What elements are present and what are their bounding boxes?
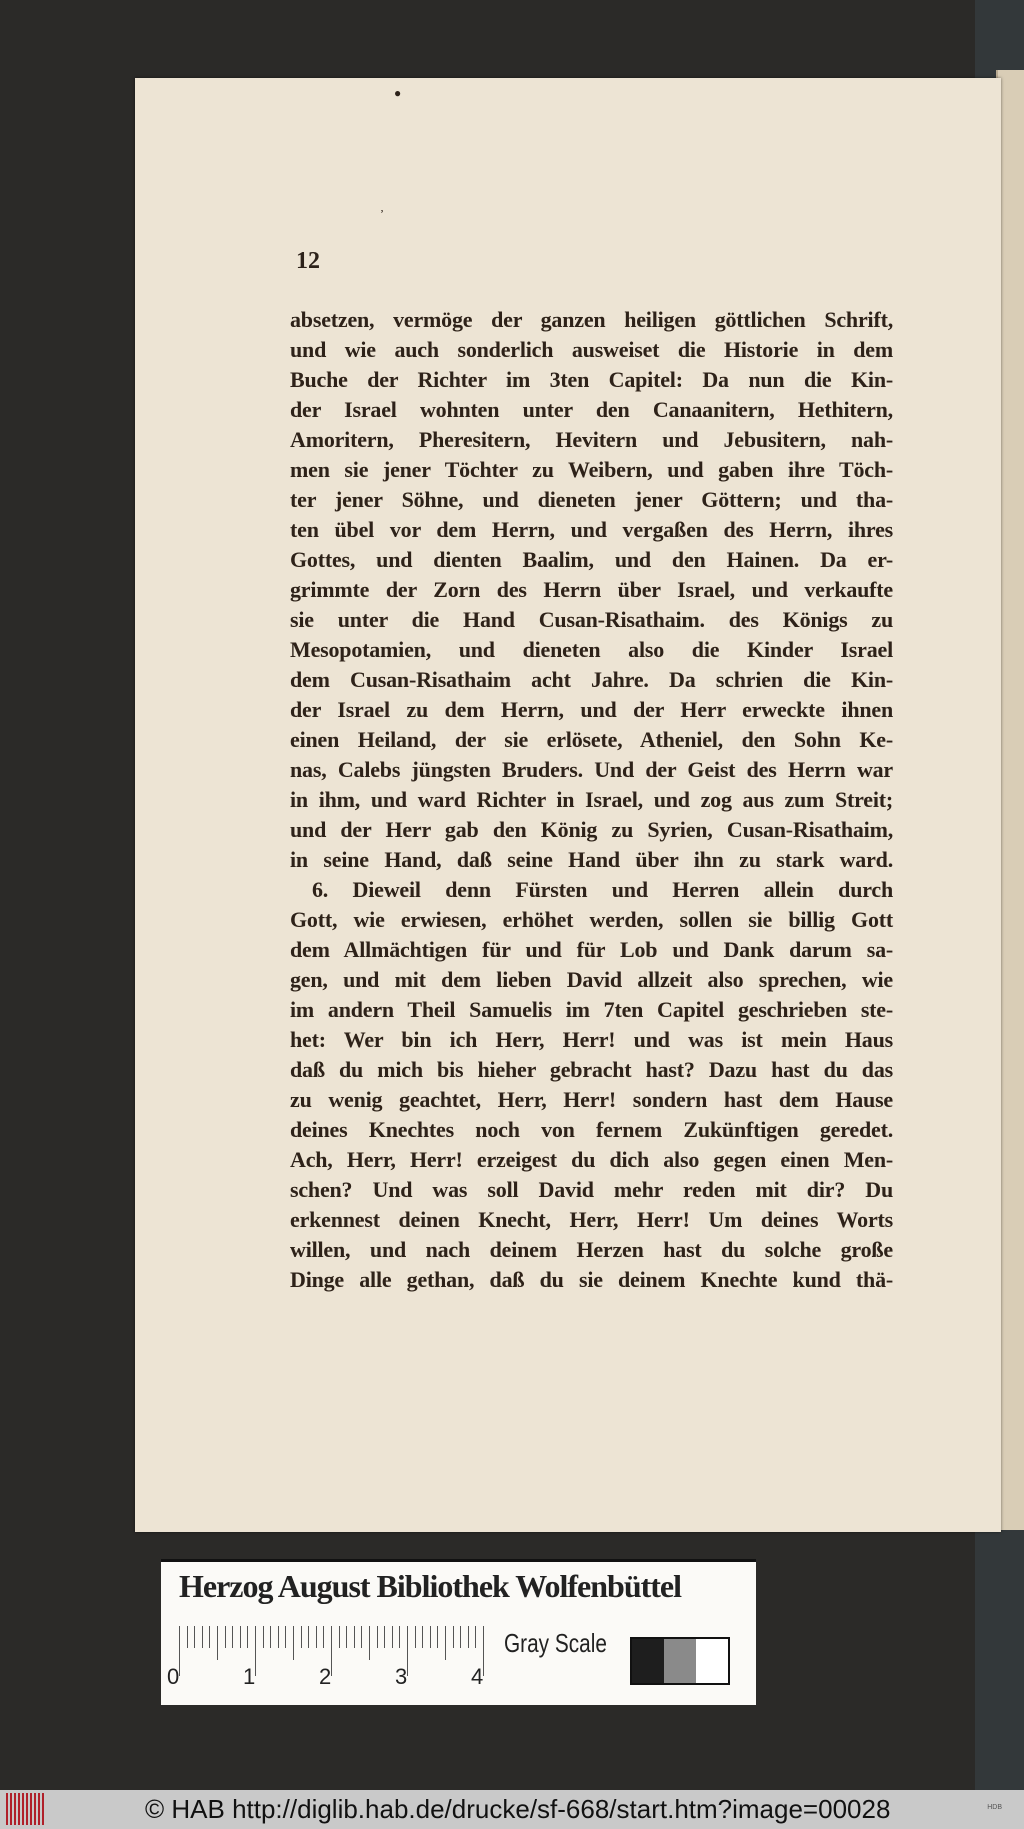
text-line: ten übel vor dem Herrn, und vergaßen des Herrn, ihres <box>290 517 893 542</box>
ruler-tick <box>194 1626 195 1648</box>
ruler-number: 2 <box>319 1664 332 1689</box>
ruler-tick <box>399 1626 400 1648</box>
ruler-tick <box>240 1626 241 1648</box>
ruler-tick <box>475 1626 476 1648</box>
library-name: Herzog August Bibliothek Wolfenbüttel <box>179 1568 682 1604</box>
text-line: zu wenig geachtet, Herr, Herr! sondern hast dem Hause <box>290 1087 893 1112</box>
text-line: sie unter die Hand Cusan-Risathaim. des Königs zu <box>290 607 893 632</box>
text-line: Gott, wie erwiesen, erhöhet werden, sollen sie billig Gott <box>290 907 893 932</box>
text-line: deines Knechtes noch von fernem Zukünftigen geredet. <box>290 1117 893 1142</box>
color-reference-card <box>161 1559 756 1705</box>
gray-swatch <box>632 1639 664 1683</box>
text-line: und wie auch sonderlich ausweiset die Historie in dem <box>290 337 893 362</box>
text-line: der Israel wohnten unter den Canaanitern, Hethitern, <box>290 397 893 422</box>
text-line: absetzen, vermöge der ganzen heiligen göttlichen Schrift, <box>290 307 893 332</box>
ruler-tick <box>460 1626 461 1648</box>
ruler <box>179 1626 489 1676</box>
text-line: Dinge alle gethan, daß du sie deinem Knechte kund thä- <box>290 1267 893 1292</box>
ruler-tick <box>369 1626 370 1660</box>
gray-swatch <box>696 1639 728 1683</box>
text-line: het: Wer bin ich Herr, Herr! und was ist mein Haus <box>290 1027 893 1052</box>
ruler-tick <box>293 1626 294 1660</box>
ruler-tick <box>361 1626 362 1648</box>
text-line: men sie jener Töchter zu Weibern, und gaben ihre Töch- <box>290 457 893 482</box>
ruler-tick <box>430 1626 431 1648</box>
ruler-tick <box>285 1626 286 1648</box>
text-line: und der Herr gab den König zu Syrien, Cusan-Risathaim, <box>290 817 893 842</box>
ruler-tick <box>468 1626 469 1648</box>
ruler-tick <box>346 1626 347 1648</box>
text-line: der Israel zu dem Herrn, und der Herr erweckte ihnen <box>290 697 893 722</box>
text-line: 6. Dieweil denn Fürsten und Herren allein durch <box>312 877 893 902</box>
ruler-tick <box>415 1626 416 1648</box>
ruler-tick <box>270 1626 271 1648</box>
text-line: in ihm, und ward Richter in Israel, und zog aus zum Streit; <box>290 787 893 812</box>
ink-mark: ‚ <box>380 200 384 214</box>
ruler-tick <box>323 1626 324 1648</box>
ruler-tick <box>316 1626 317 1648</box>
ruler-tick <box>278 1626 279 1648</box>
page-text <box>290 305 893 1295</box>
ruler-tick <box>445 1626 446 1660</box>
text-line: dem Cusan-Risathaim acht Jahre. Da schrien die Kin- <box>290 667 893 692</box>
text-line: im andern Theil Samuelis im 7ten Capitel geschrieben ste- <box>290 997 893 1022</box>
gray-swatch <box>664 1639 696 1683</box>
ruler-tick <box>232 1626 233 1648</box>
text-line: gen, und mit dem lieben David allzeit also sprechen, wie <box>290 967 893 992</box>
ruler-tick <box>263 1626 264 1648</box>
text-line: einen Heiland, der sie erlösete, Atheniel, den Sohn Ke- <box>290 727 893 752</box>
text-line: willen, und nach deinem Herzen hast du solche große <box>290 1237 893 1262</box>
page-number: 12 <box>296 248 320 274</box>
gray-scale-label: Gray Scale <box>504 1628 607 1658</box>
ruler-tick <box>354 1626 355 1648</box>
text-line: daß du mich bis hieher gebracht hast? Dazu hast du das <box>290 1057 893 1082</box>
footer-bar <box>0 1790 1024 1829</box>
text-line: grimmte der Zorn des Herrn über Israel, und verkaufte <box>290 577 893 602</box>
ruler-tick <box>225 1626 226 1648</box>
ruler-tick <box>301 1626 302 1648</box>
ruler-tick <box>453 1626 454 1648</box>
ruler-tick <box>308 1626 309 1648</box>
ruler-tick <box>209 1626 210 1648</box>
footer-copyright-url[interactable]: © HAB http://diglib.hab.de/drucke/sf-668/start.htm?image=00028 <box>145 1794 891 1824</box>
text-line: nas, Calebs jüngsten Bruders. Und der Geist des Herrn war <box>290 757 893 782</box>
ruler-tick <box>217 1626 218 1660</box>
text-line: Gottes, und dienten Baalim, und den Hainen. Da er- <box>290 547 893 572</box>
ruler-tick <box>202 1626 203 1648</box>
ruler-tick <box>422 1626 423 1648</box>
text-line: ter jener Söhne, und dieneten jener Göttern; und tha- <box>290 487 893 512</box>
ruler-tick <box>247 1626 248 1648</box>
text-line: in seine Hand, daß seine Hand über ihn zu stark ward. <box>290 847 893 872</box>
text-line: Buche der Richter im 3ten Capitel: Da nun die Kin- <box>290 367 893 392</box>
ruler-tick <box>437 1626 438 1648</box>
text-line: dem Allmächtigen für und für Lob und Dank darum sa- <box>290 937 893 962</box>
text-line: schen? Und was soll David mehr reden mit dir? Du <box>290 1177 893 1202</box>
text-line: Ach, Herr, Herr! erzeigest du dich also gegen einen Men- <box>290 1147 893 1172</box>
text-line: Amoritern, Pheresitern, Hevitern und Jebusitern, nah- <box>290 427 893 452</box>
gray-scale-swatches <box>630 1637 730 1685</box>
text-line: Mesopotamien, und dieneten also die Kinder Israel <box>290 637 893 662</box>
text-line: erkennest deinen Knecht, Herr, Herr! Um deines Worts <box>290 1207 893 1232</box>
ruler-number: 3 <box>395 1664 408 1689</box>
ink-dot: ● <box>394 86 402 100</box>
ruler-tick <box>392 1626 393 1648</box>
ruler-number: 0 <box>167 1664 180 1689</box>
footer-small-mark: HDB <box>987 1804 1002 1811</box>
hab-logo-icon <box>6 1793 46 1825</box>
ruler-tick <box>384 1626 385 1648</box>
ruler-number: 1 <box>243 1664 256 1689</box>
ruler-number: 4 <box>471 1664 484 1689</box>
ruler-tick <box>187 1626 188 1648</box>
ruler-tick <box>339 1626 340 1648</box>
ruler-tick <box>377 1626 378 1648</box>
